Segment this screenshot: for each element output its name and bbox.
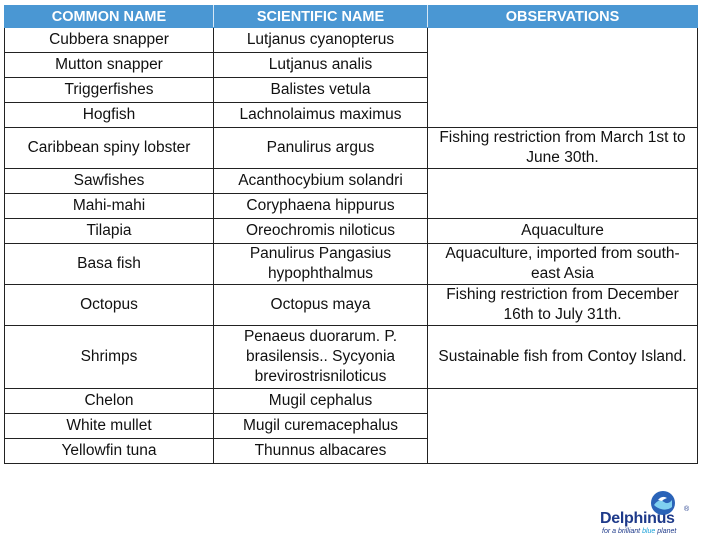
- observation-cell-empty: [428, 28, 698, 128]
- observation-cell: Fishing restriction from March 1st to June 30th.: [428, 128, 698, 169]
- scientific-name-cell: Panulirus argus: [214, 128, 428, 169]
- scientific-name-cell: Mugil cephalus: [214, 389, 428, 414]
- observation-cell: Fishing restriction from December 16th to July 31th.: [428, 285, 698, 326]
- common-name-cell: Mahi-mahi: [5, 194, 214, 219]
- scientific-name-cell: Thunnus albacares: [214, 439, 428, 464]
- common-name-cell: Tilapia: [5, 219, 214, 244]
- logo-registered-mark: ®: [684, 506, 690, 513]
- table-row: [5, 128, 698, 169]
- logo-wordmark: Delphinus: [600, 510, 675, 527]
- common-name-cell: Yellowfin tuna: [5, 439, 214, 464]
- common-name-cell: Mutton snapper: [5, 53, 214, 78]
- observation-cell-empty: [428, 389, 698, 464]
- scientific-name-cell: Lutjanus cyanopterus: [214, 28, 428, 53]
- table-row: [5, 326, 698, 389]
- common-name-cell: Octopus: [5, 285, 214, 326]
- table-row: [5, 244, 698, 285]
- common-name-cell: White mullet: [5, 414, 214, 439]
- table-row: [5, 389, 698, 414]
- table-row: [5, 28, 698, 53]
- scientific-name-cell: Panulirus Pangasius hypophthalmus: [214, 244, 428, 285]
- scientific-name-cell: Lutjanus analis: [214, 53, 428, 78]
- common-name-cell: Chelon: [5, 389, 214, 414]
- delphinus-logo: [600, 490, 692, 536]
- scientific-name-cell: Mugil curemacephalus: [214, 414, 428, 439]
- logo-tagline: [602, 528, 676, 535]
- common-name-cell: Hogfish: [5, 103, 214, 128]
- table-row: [5, 219, 698, 244]
- common-name-cell: Sawfishes: [5, 169, 214, 194]
- common-name-cell: Caribbean spiny lobster: [5, 128, 214, 169]
- observation-cell-empty: [428, 169, 698, 219]
- observation-cell: Sustainable fish from Contoy Island.: [428, 326, 698, 389]
- scientific-name-cell: Lachnolaimus maximus: [214, 103, 428, 128]
- logo-tagline-accent: blue: [642, 528, 656, 535]
- logo-tagline-end: planet: [655, 528, 677, 535]
- common-name-cell: Cubbera snapper: [5, 28, 214, 53]
- scientific-name-cell: Oreochromis niloticus: [214, 219, 428, 244]
- scientific-name-cell: Balistes vetula: [214, 78, 428, 103]
- observation-cell: Aquaculture: [428, 219, 698, 244]
- header-observations: OBSERVATIONS: [428, 6, 698, 28]
- scientific-name-cell: Coryphaena hippurus: [214, 194, 428, 219]
- header-common-name: COMMON NAME: [5, 6, 214, 28]
- header-row: [5, 6, 698, 28]
- scientific-name-cell: Acanthocybium solandri: [214, 169, 428, 194]
- table-row: [5, 169, 698, 194]
- scientific-name-cell: Penaeus duorarum. P. brasilensis.. Sycyonia brevirostrisniloticus: [214, 326, 428, 389]
- logo-tagline-start: for a brilliant: [602, 528, 643, 535]
- table-row: [5, 285, 698, 326]
- scientific-name-cell: Octopus maya: [214, 285, 428, 326]
- common-name-cell: Shrimps: [5, 326, 214, 389]
- common-name-cell: Basa fish: [5, 244, 214, 285]
- header-scientific-name: SCIENTIFIC NAME: [214, 6, 428, 28]
- species-table: [4, 5, 698, 464]
- common-name-cell: Triggerfishes: [5, 78, 214, 103]
- observation-cell: Aquaculture, imported from south-east Asia: [428, 244, 698, 285]
